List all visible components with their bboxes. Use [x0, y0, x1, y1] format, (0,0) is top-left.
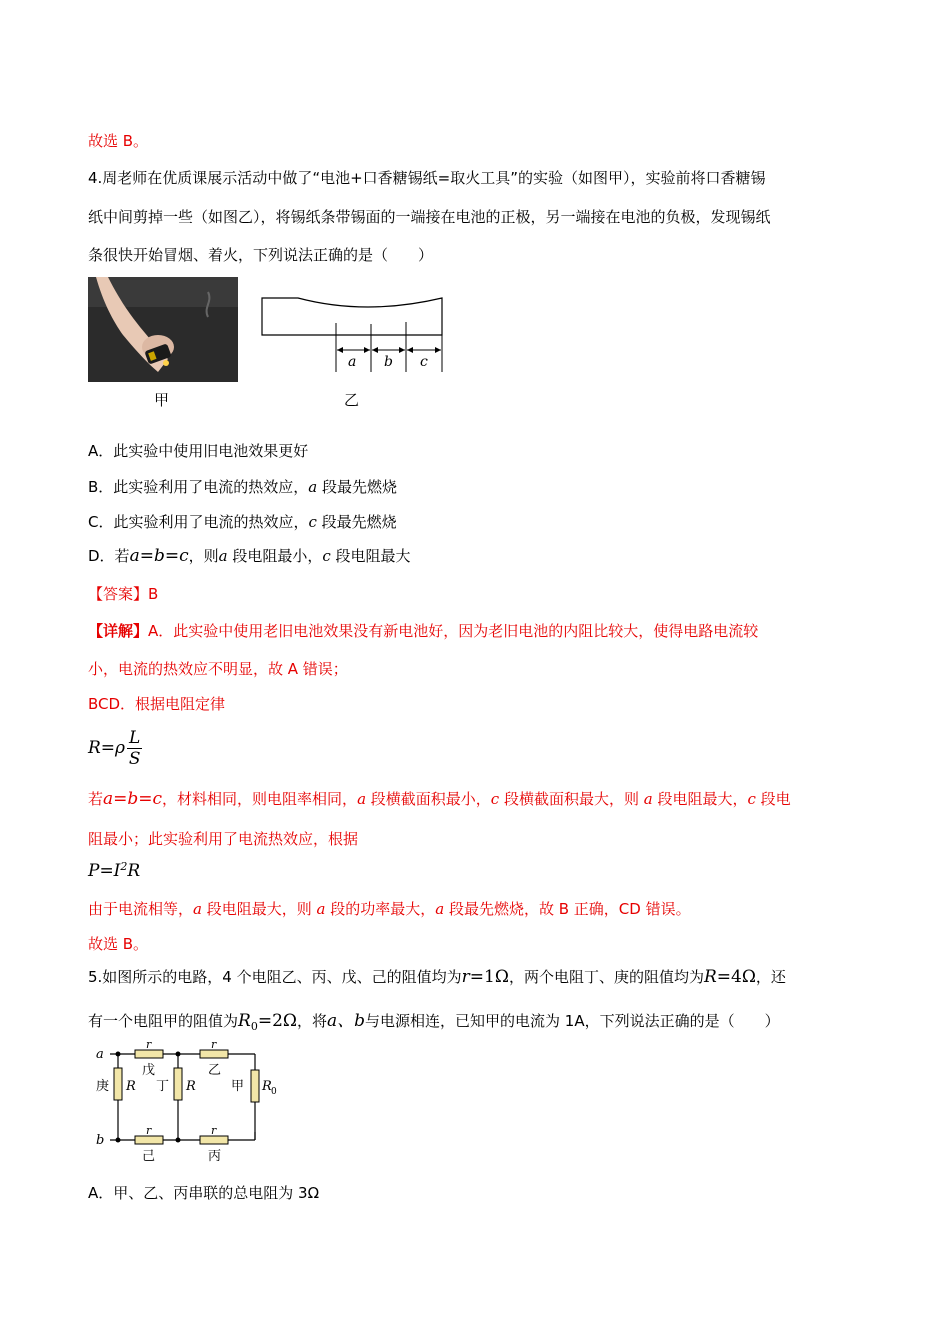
segment-a-label: a	[348, 354, 357, 370]
q4-detail-line-3: BCD．根据电阻定律	[88, 695, 226, 713]
figure-caption-jia: 甲	[154, 391, 170, 409]
q4-option-c: C．此实验利用了电流的热效应，c 段最先燃烧	[88, 513, 397, 531]
resistor-yi-label: 乙	[208, 1063, 222, 1078]
q4-stem-line-2: 纸中间剪掉一些（如图乙），将锡纸条带锡面的一端接在电池的正极，另一端接在电池的负极，发现锡纸	[88, 208, 771, 226]
r-label-wu: r	[146, 1040, 152, 1051]
node-a-label: a	[96, 1047, 104, 1062]
circuit-diagram	[90, 1040, 290, 1170]
resistor-ji-label: 己	[142, 1149, 156, 1164]
r-label-ji: r	[146, 1124, 152, 1137]
q4-detail-line-2: 小，电流的热效应不明显，故 A 错误；	[88, 660, 348, 678]
q4-detail-line-4: 若a=b=c，材料相同，则电阻率相同，a 段横截面积最小，c 段横截面积最大，则 a 段电阻最大，c 段电	[88, 789, 791, 809]
q4-conclusion: 故选 B。	[88, 935, 149, 953]
tin-foil-strip-diagram	[258, 290, 448, 380]
r-label-bing: r	[211, 1124, 217, 1137]
q4-detail-line-5: 阻最小；此实验利用了电流热效应，根据	[88, 830, 359, 848]
resistor-bing-label: 丙	[208, 1149, 222, 1164]
segment-b-label: b	[384, 354, 393, 370]
q4-answer: 【答案】B	[88, 585, 159, 603]
resistor-ding-label: 丁	[156, 1079, 170, 1094]
resistor-jia-label: 甲	[231, 1079, 245, 1094]
q4-option-b: B．此实验利用了电流的热效应，a 段最先燃烧	[88, 478, 398, 496]
segment-c-label: c	[420, 354, 428, 370]
r-label-yi: r	[211, 1040, 217, 1051]
q4-stem-line-3: 条很快开始冒烟、着火，下列说法正确的是（ ）	[88, 246, 434, 264]
q4-option-d: D．若a=b=c，则a 段电阻最小，c 段电阻最大	[88, 546, 411, 566]
R0-subscript: 0	[271, 1087, 277, 1097]
q4-option-a: A．此实验中使用旧电池效果更好	[88, 442, 309, 460]
q4-stem-line-1: 4.周老师在优质课展示活动中做了“电池+口香糖锡纸=取火工具”的实验（如图甲），实验前将口香糖锡	[88, 169, 766, 187]
R0-label: R	[262, 1079, 272, 1094]
q5-stem-line-1: 5.如图所示的电路，4 个电阻乙、丙、戊、己的阻值均为r=1Ω，两个电阻丁、庚的阻值均为R=4Ω，还	[88, 967, 786, 987]
previous-conclusion: 故选 B。	[88, 132, 149, 150]
experiment-photo	[88, 277, 238, 382]
resistor-geng-label: 庚	[96, 1079, 110, 1094]
resistance-formula: R=ρ $\frac{L}{S}$	[88, 728, 141, 769]
power-formula: $P=I^2R$	[88, 860, 141, 881]
resistor-wu-label: 戊	[142, 1063, 156, 1078]
q5-stem-line-2: 有一个电阻甲的阻值为$R_0=2\Omega$，将a、b与电源相连，已知甲的电流为 1A，下列说法正确的是（ ）	[88, 1011, 780, 1033]
node-b-label: b	[96, 1133, 105, 1148]
q5-option-a: A．甲、乙、丙串联的总电阻为 3Ω	[88, 1184, 320, 1202]
q4-detail-line-1: 【详解】A．此实验中使用老旧电池效果没有新电池好，因为老旧电池的内阻比较大，使得电路电流较	[88, 622, 759, 640]
R-label-ding: R	[186, 1079, 196, 1094]
q4-detail-line-6: 由于电流相等，a 段电阻最大，则 a 段的功率最大，a 段最先燃烧，故 B 正确，CD 错误。	[88, 900, 691, 918]
figure-caption-yi: 乙	[344, 391, 360, 409]
R-label-geng: R	[126, 1079, 136, 1094]
